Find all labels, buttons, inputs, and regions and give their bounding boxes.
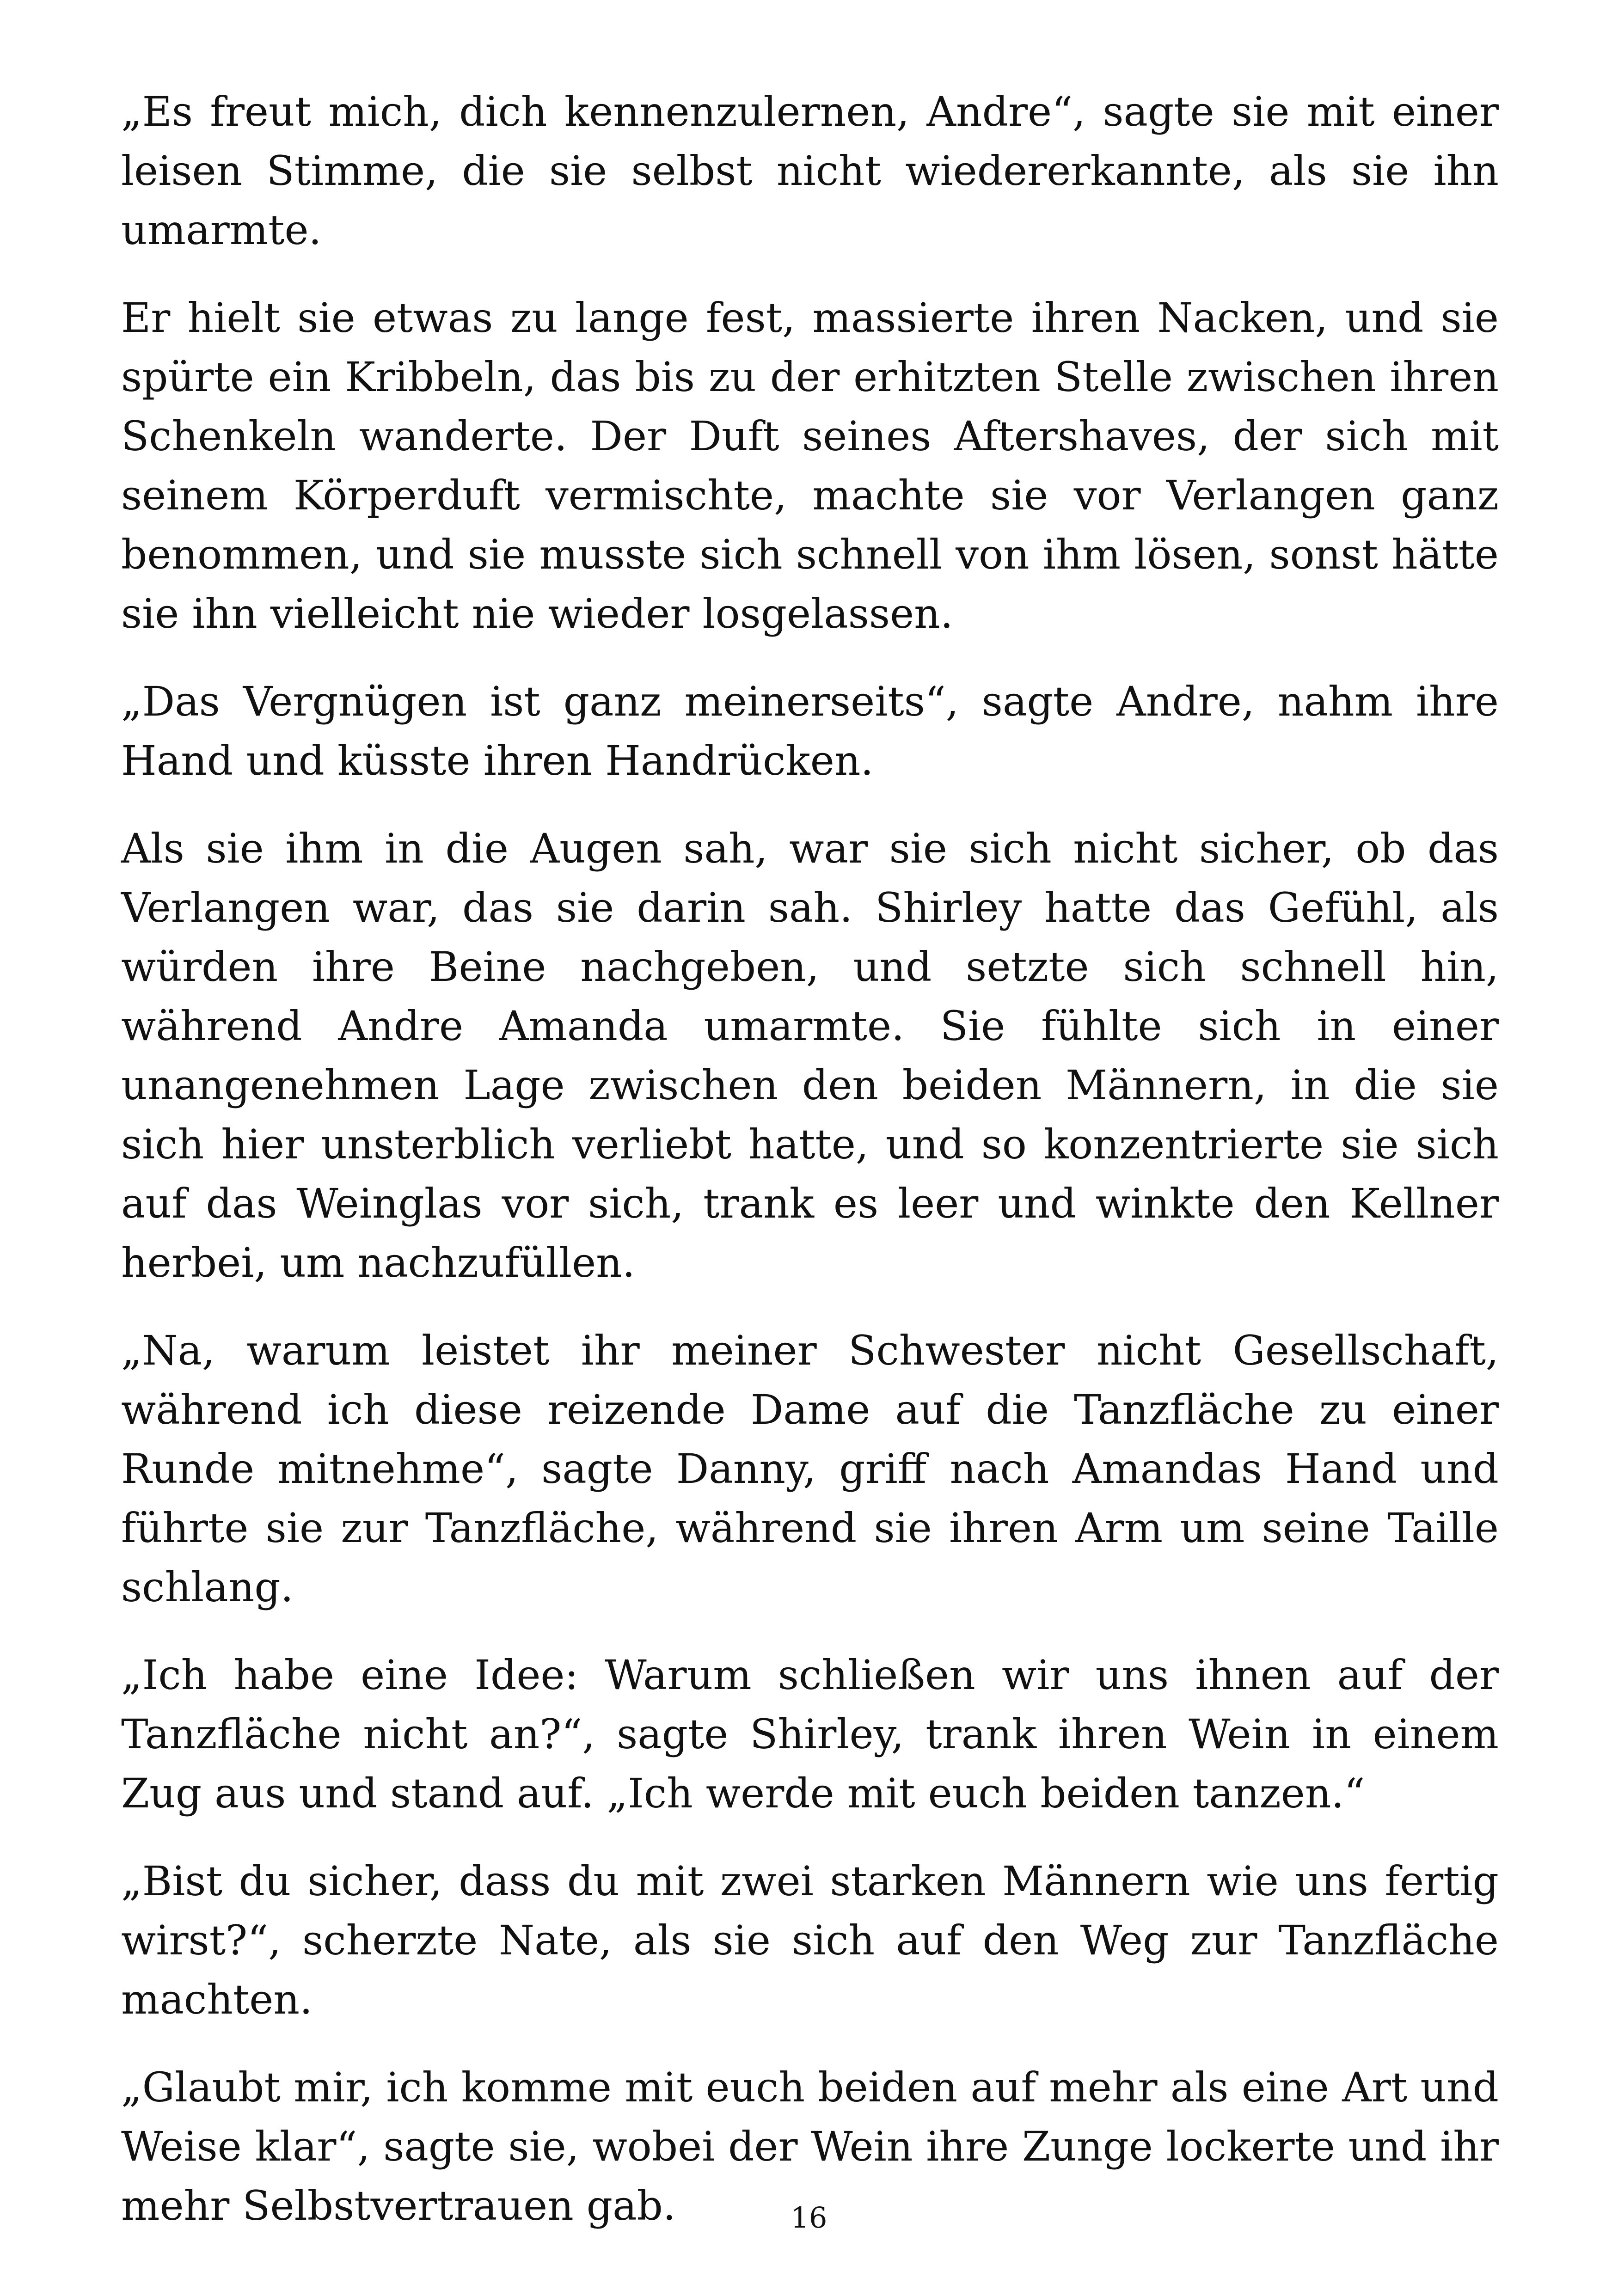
paragraph-2: Er hielt sie etwas zu lange fest, massierte ihren Nacken, und sie spürte ein Kribbeln, das bis zu der erhitzten Stelle zwischen ihren Schenkeln wanderte. Der Duft seines Aftershaves, der sich mit seinem Körperduft vermischte, machte sie vor Verlangen ganz benommen, und sie musste sich schnell von ihm lösen, sonst hätte sie ihn vielleicht nie wieder losgelassen. [121,294,1499,637]
page-number: 16 [791,2201,827,2235]
page-body [121,82,1499,2264]
paragraph-1: „Es freut mich, dich kennenzulernen, Andre“, sagte sie mit einer leisen Stimme, die sie selbst nicht wiedererkannte, als sie ihn umarmte. [121,88,1499,254]
paragraph-7: „Bist du sicher, dass du mit zwei starken Männern wie uns fertig wirst?“, scherzte Nate, als sie sich auf den Weg zur Tanzfläche machten. [121,1857,1499,2023]
paragraph-3: „Das Vergnügen ist ganz meinerseits“, sagte Andre, nahm ihre Hand und küsste ihren Handrücken. [121,678,1499,784]
paragraph-6: „Ich habe eine Idee: Warum schließen wir uns ihnen auf der Tanzfläche nicht an?“, sagte Shirley, trank ihren Wein in einem Zug aus und stand auf. „Ich werde mit euch beiden tanzen.“ [121,1651,1499,1817]
paragraph-8: „Glaubt mir, ich komme mit euch beiden auf mehr als eine Art und Weise klar“, sagte sie, wobei der Wein ihre Zunge lockerte und ihr mehr Selbstvertrauen gab. [121,2063,1499,2229]
paragraph-5: „Na, warum leistet ihr meiner Schwester nicht Gesellschaft, während ich diese reizende Dame auf die Tanzfläche zu einer Runde mitnehme“, sagte Danny, griff nach Amandas Hand und führte sie zur Tanzfläche, während sie ihren Arm um seine Taille schlang. [121,1327,1499,1611]
paragraph-4: Als sie ihm in die Augen sah, war sie sich nicht sicher, ob das Verlangen war, das sie darin sah. Shirley hatte das Gefühl, als würden ihre Beine nachgeben, und setzte sich schnell hin, während Andre Amanda umarmte. Sie fühlte sich in einer unangenehmen Lage zwischen den beiden Männern, in die sie sich hier unsterblich verliebt hatte, und so konzentrierte sie sich auf das Weinglas vor sich, trank es leer und winkte den Kellner herbei, um nachzufüllen. [121,825,1499,1286]
